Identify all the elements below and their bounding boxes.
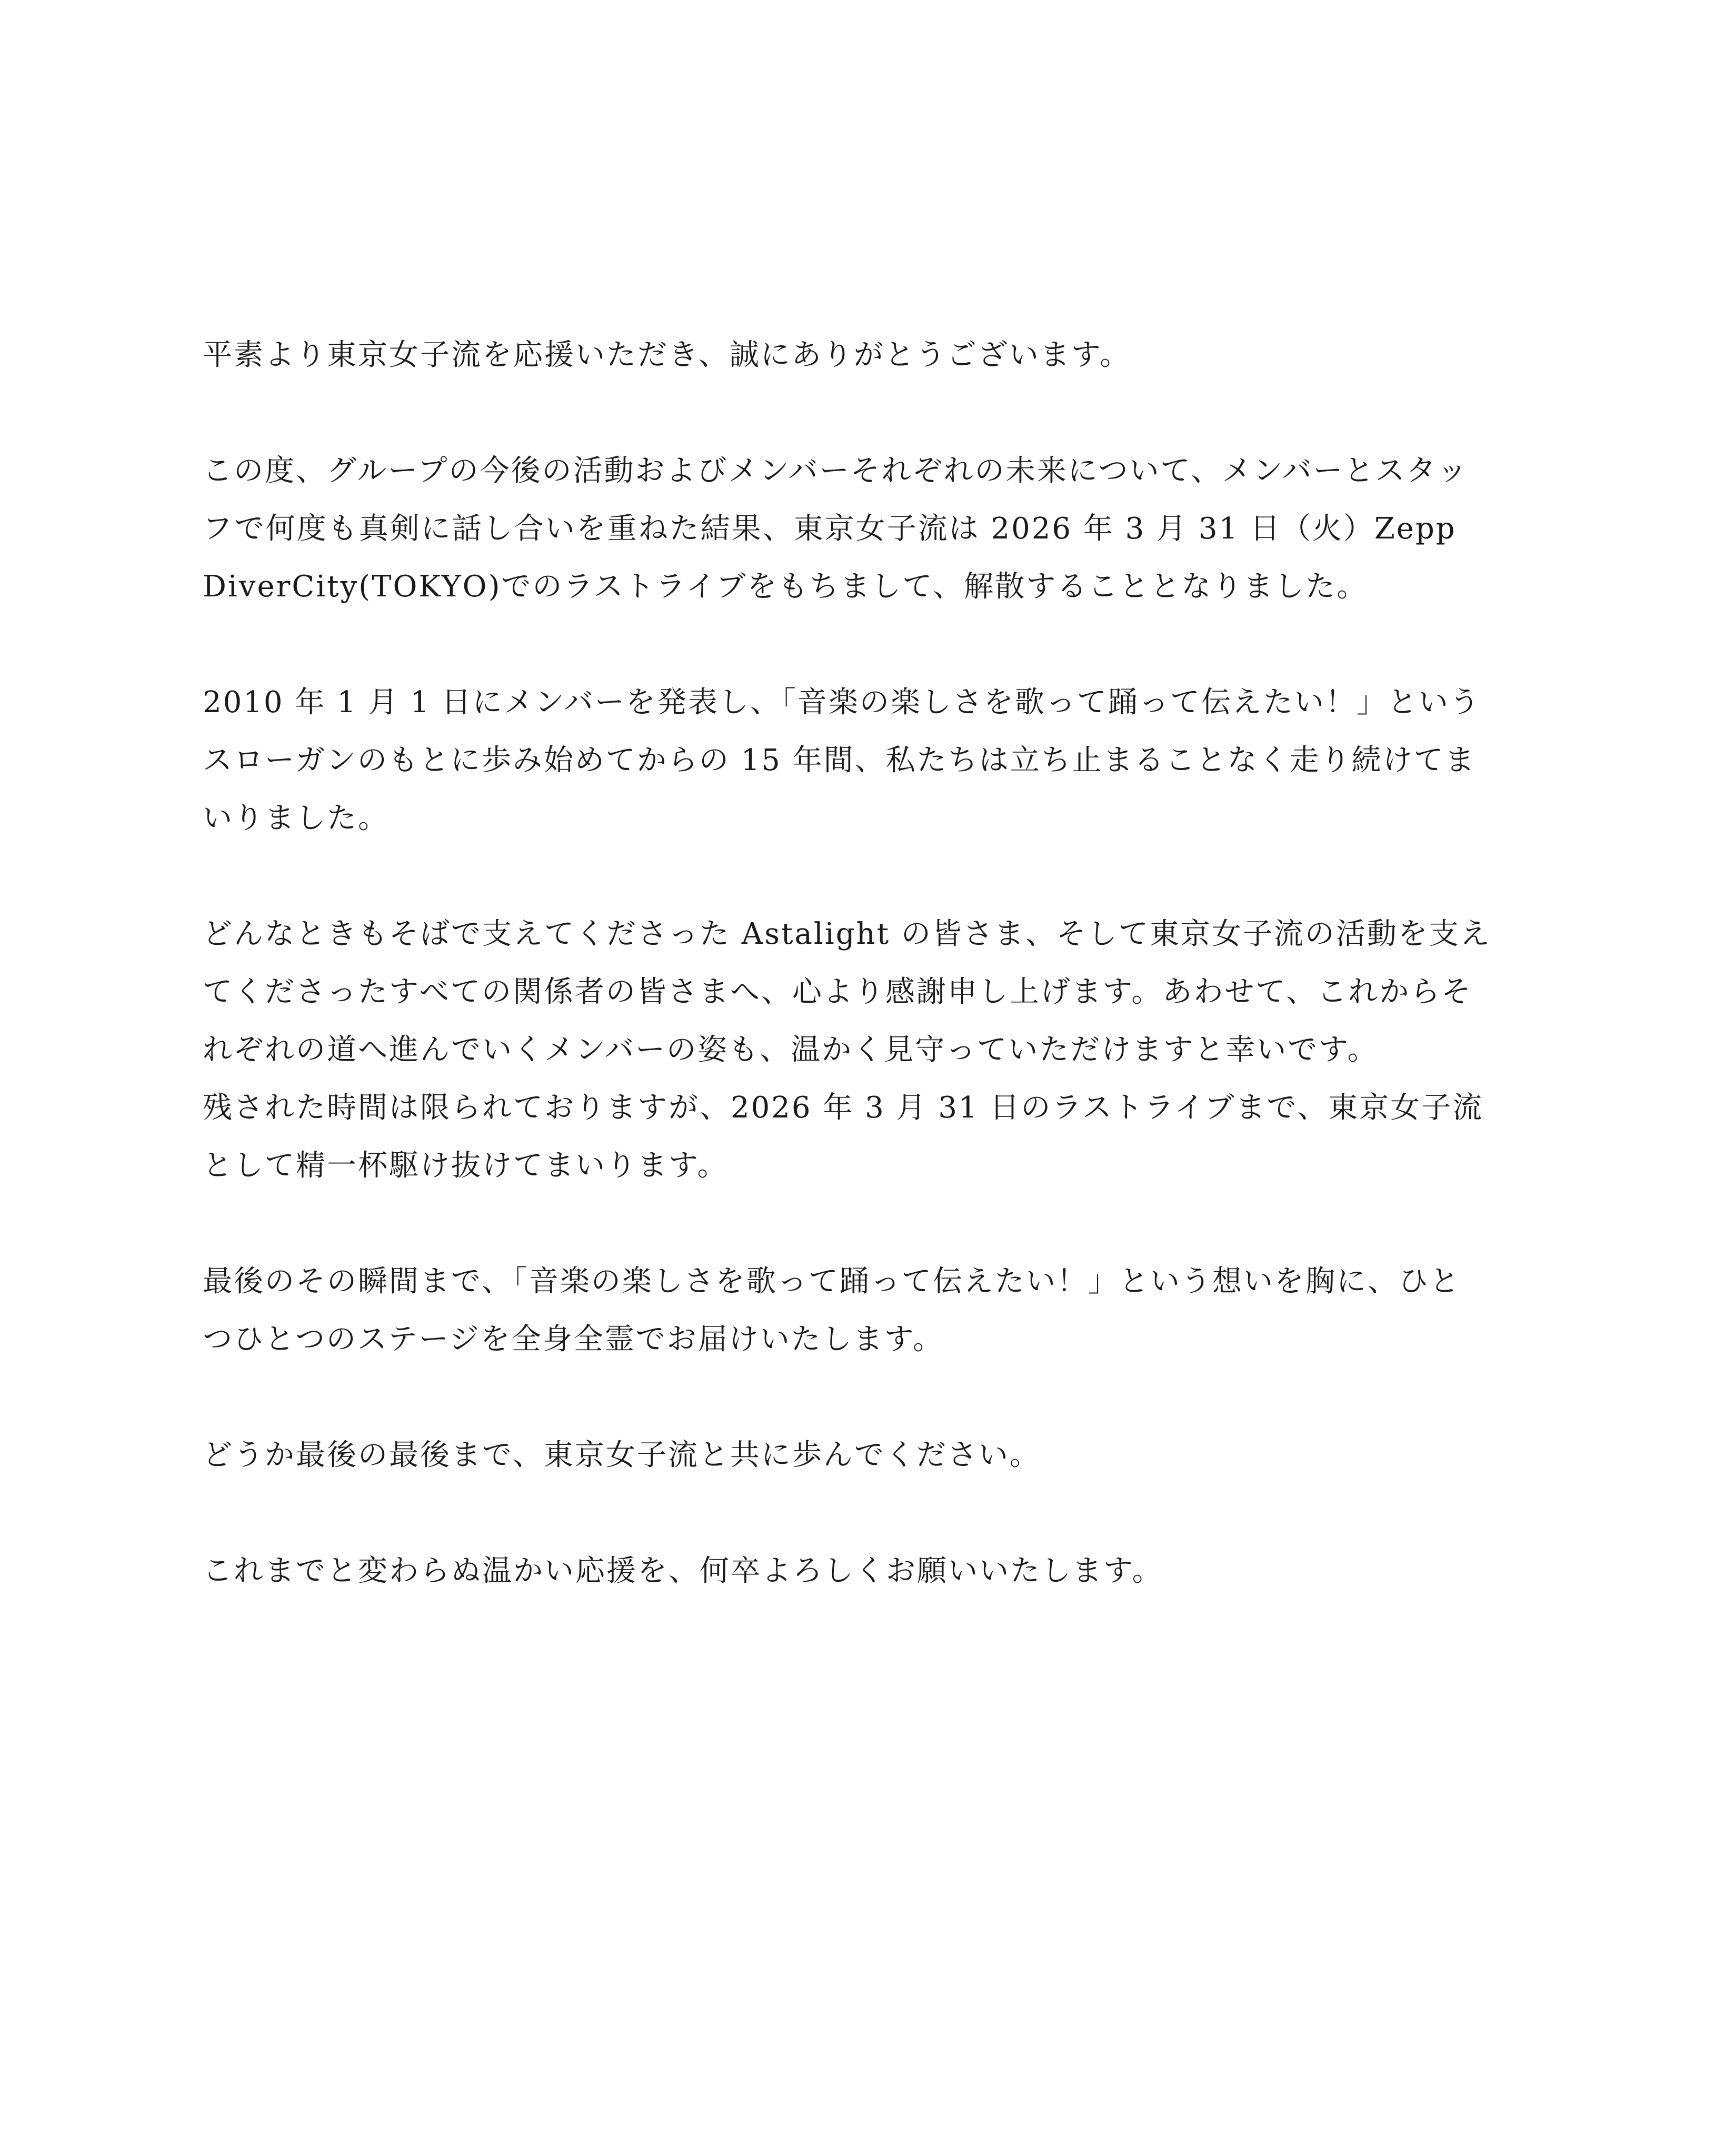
paragraph-history xyxy=(203,674,1534,847)
text-line: れぞれの道へ進んでいくメンバーの姿も、温かく見守っていただけますと幸いです。 xyxy=(203,1033,1379,1067)
text-line: てくださったすべての関係者の皆さまへ、心より感謝申し上げます。あわせて、これからそ xyxy=(203,975,1473,1009)
paragraph-disbandment-notice xyxy=(203,442,1534,616)
paragraph-closing xyxy=(203,1542,1534,1600)
paragraph-thanks xyxy=(203,905,1534,1079)
paragraph-commitment xyxy=(203,1253,1534,1369)
text-line: として精一杯駆け抜けてまいります。 xyxy=(203,1149,729,1183)
text-line: 2010 年 1 月 1 日にメンバーを発表し、「音楽の楽しさを歌って踊って伝えたい！」という xyxy=(203,685,1481,720)
text-line: 平素より東京女子流を応援いただき、誠にありがとうございます。 xyxy=(203,338,1131,372)
text-line: どうか最後の最後まで、東京女子流と共に歩んでください。 xyxy=(203,1438,1041,1472)
paragraph-greeting xyxy=(203,326,1534,384)
text-line: これまでと変わらぬ温かい応援を、何卒よろしくお願いいたします。 xyxy=(203,1554,1163,1588)
text-line: 最後のその瞬間まで、「音楽の楽しさを歌って踊って伝えたい！」という想いを胸に、ひと xyxy=(203,1264,1461,1299)
text-line: この度、グループの今後の活動およびメンバーそれぞれの未来について、メンバーとスタッ xyxy=(203,454,1469,488)
paragraph-last-live xyxy=(203,1079,1534,1195)
text-line: 残された時間は限られておりますが、2026 年 3 月 31 日のラストライブまで、東京女子流 xyxy=(203,1091,1484,1125)
announcement-body xyxy=(203,326,1534,1658)
text-line: スローガンのもとに歩み始めてからの 15 年間、私たちは立ち止まることなく走り続けてま xyxy=(203,743,1476,777)
text-line: つひとつのステージを全身全霊でお届けいたします。 xyxy=(203,1322,944,1356)
text-line: いりました。 xyxy=(203,801,389,835)
text-line: どんなときもそばで支えてくださった Astalight の皆さま、そして東京女子流の活動を支え xyxy=(203,917,1491,951)
text-line: フで何度も真剣に話し合いを重ねた結果、東京女子流は 2026 年 3 月 31 日（火）Zepp xyxy=(203,512,1457,546)
paragraph-request xyxy=(203,1426,1534,1484)
text-line: DiverCity(TOKYO)でのラストライブをもちまして、解散することとなりました。 xyxy=(203,570,1368,604)
